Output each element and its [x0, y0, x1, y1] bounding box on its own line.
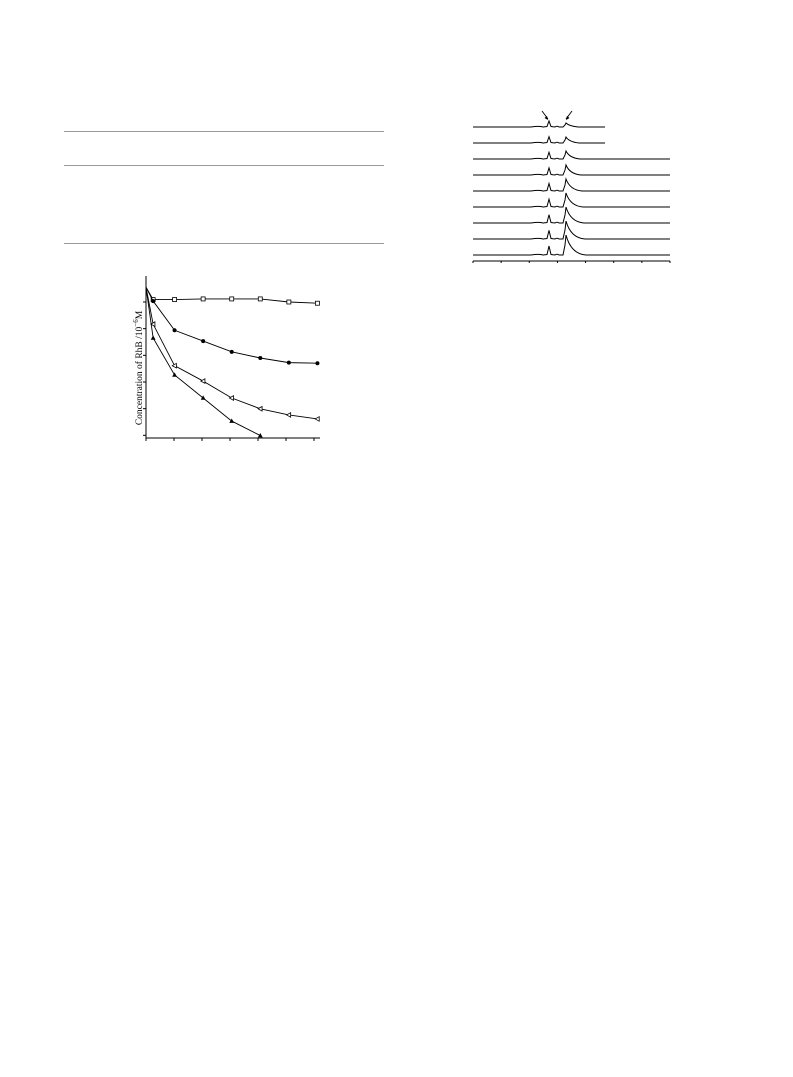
- trace-7: [473, 207, 670, 223]
- data-point-s2: [315, 361, 319, 365]
- table-header-rule: [64, 165, 384, 166]
- y-axis-label: [132, 310, 145, 425]
- trace-1: [473, 121, 605, 127]
- table-top-rule: [64, 131, 384, 132]
- data-point-s1: [230, 297, 234, 301]
- data-point-s2: [287, 361, 291, 365]
- trace-8: [473, 221, 670, 239]
- y-axis-label-exponent: −6: [132, 319, 140, 327]
- y-axis-label-unit: M: [135, 310, 145, 320]
- data-point-s1: [315, 301, 319, 305]
- data-point-s3: [201, 379, 205, 384]
- data-point-s1: [287, 300, 291, 304]
- stacked-traces-chart: [468, 105, 688, 285]
- data-point-s2: [258, 356, 262, 360]
- left-chart-series: [146, 287, 319, 437]
- data-point-s3: [229, 396, 233, 401]
- data-point-s2: [230, 350, 234, 354]
- data-point-s4: [201, 395, 206, 399]
- table-bottom-rule: [64, 243, 384, 244]
- data-point-s3: [315, 417, 319, 422]
- data-point-s1: [201, 297, 205, 301]
- data-point-s2: [201, 339, 205, 343]
- trace-6: [473, 193, 670, 207]
- trace-4: [473, 165, 670, 175]
- data-point-s4: [229, 418, 234, 422]
- right-chart-traces: [473, 121, 670, 255]
- trace-3: [473, 151, 670, 159]
- y-axis-label-main: Concentration of RhB /10: [135, 326, 145, 426]
- data-point-s2: [151, 299, 155, 303]
- data-point-s2: [173, 328, 177, 332]
- series-line-4: [146, 287, 260, 435]
- trace-9: [473, 235, 670, 255]
- data-point-s4: [151, 335, 156, 339]
- data-point-s3: [258, 406, 262, 411]
- peak-arrows: [542, 111, 572, 120]
- trace-2: [473, 137, 605, 143]
- data-point-s3: [287, 413, 291, 418]
- trace-5: [473, 179, 670, 191]
- rhb-concentration-chart: [110, 268, 340, 468]
- data-point-s1: [173, 298, 177, 302]
- right-chart-axes: [473, 261, 670, 263]
- data-point-s4: [172, 372, 177, 376]
- data-point-s3: [172, 363, 176, 368]
- data-point-s1: [258, 297, 262, 301]
